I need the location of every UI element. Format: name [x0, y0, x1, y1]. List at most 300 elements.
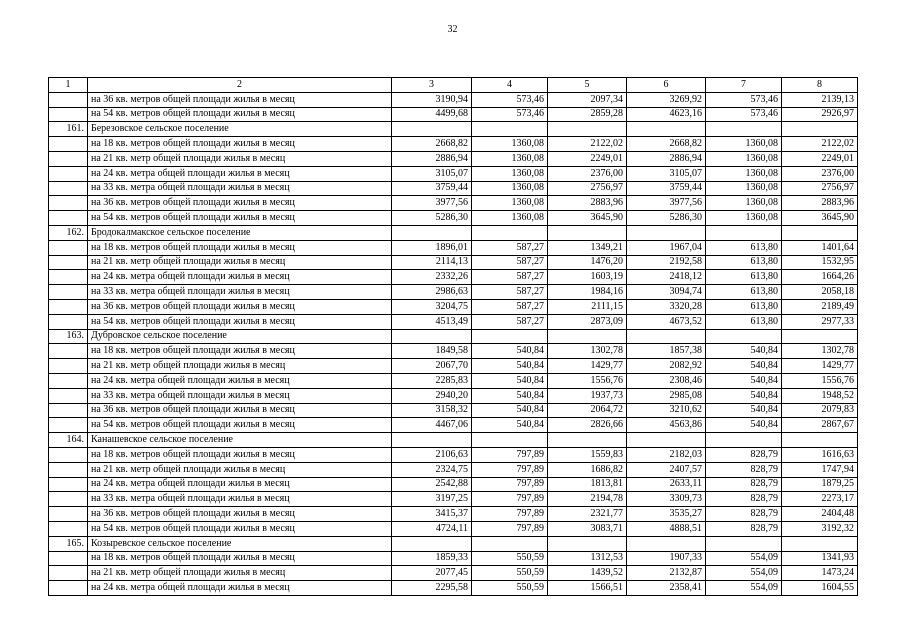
value-cell: 1556,76 [548, 373, 627, 388]
value-cell [706, 122, 782, 137]
value-cell [548, 536, 627, 551]
description-cell: на 24 кв. метра общей площади жилья в месяц [88, 477, 392, 492]
description-cell: на 33 кв. метра общей площади жилья в месяц [88, 388, 392, 403]
header-cell: 2 [88, 78, 392, 93]
value-cell: 2273,17 [782, 492, 858, 507]
header-cell: 7 [706, 78, 782, 93]
value-cell: 4563,86 [627, 418, 706, 433]
description-cell: на 21 кв. метр общей площади жилья в месяц [88, 255, 392, 270]
value-cell: 573,46 [706, 107, 782, 122]
value-cell [472, 536, 548, 551]
value-cell: 1948,52 [782, 388, 858, 403]
row-number-cell [49, 344, 88, 359]
value-cell [392, 433, 472, 448]
value-cell: 587,27 [472, 314, 548, 329]
value-cell: 5286,30 [392, 211, 472, 226]
value-cell [627, 329, 706, 344]
row-number-cell [49, 314, 88, 329]
value-cell: 540,84 [472, 403, 548, 418]
table-row [49, 388, 858, 403]
value-cell: 2883,96 [548, 196, 627, 211]
settlement-name-cell: Козыревское сельское поселение [88, 536, 392, 551]
row-number-cell [49, 388, 88, 403]
column-number-header-row [49, 78, 858, 93]
value-cell [782, 225, 858, 240]
description-cell: на 36 кв. метров общей площади жилья в месяц [88, 299, 392, 314]
value-cell: 797,89 [472, 477, 548, 492]
value-cell: 2122,02 [548, 137, 627, 152]
settlement-section-row [49, 225, 858, 240]
value-cell: 2376,00 [782, 166, 858, 181]
value-cell: 2886,94 [627, 151, 706, 166]
value-cell: 3645,90 [782, 211, 858, 226]
value-cell: 4499,68 [392, 107, 472, 122]
value-cell: 2940,20 [392, 388, 472, 403]
value-cell: 2285,83 [392, 373, 472, 388]
value-cell: 3977,56 [627, 196, 706, 211]
value-cell: 2756,97 [548, 181, 627, 196]
value-cell: 797,89 [472, 447, 548, 462]
value-cell: 3083,71 [548, 521, 627, 536]
value-cell: 1604,55 [782, 581, 858, 596]
description-cell: на 33 кв. метра общей площади жилья в месяц [88, 181, 392, 196]
value-cell [548, 122, 627, 137]
value-cell: 828,79 [706, 462, 782, 477]
value-cell: 828,79 [706, 492, 782, 507]
value-cell [548, 225, 627, 240]
value-cell: 5286,30 [627, 211, 706, 226]
description-cell: на 36 кв. метров общей площади жилья в месяц [88, 196, 392, 211]
value-cell: 540,84 [706, 403, 782, 418]
table-row [49, 196, 858, 211]
value-cell: 1747,94 [782, 462, 858, 477]
description-cell: на 21 кв. метр общей площади жилья в месяц [88, 151, 392, 166]
value-cell: 1360,08 [706, 196, 782, 211]
row-number-cell [49, 211, 88, 226]
value-cell [706, 225, 782, 240]
value-cell [627, 122, 706, 137]
value-cell: 1360,08 [706, 181, 782, 196]
table-row [49, 521, 858, 536]
value-cell [472, 122, 548, 137]
value-cell: 2986,63 [392, 285, 472, 300]
table-row [49, 151, 858, 166]
value-cell: 1439,52 [548, 566, 627, 581]
value-cell: 2139,13 [782, 92, 858, 107]
settlement-name-cell: Дубровское сельское поселение [88, 329, 392, 344]
value-cell: 3320,28 [627, 299, 706, 314]
value-cell [548, 433, 627, 448]
description-cell: на 18 кв. метров общей площади жилья в месяц [88, 137, 392, 152]
description-cell: на 54 кв. метров общей площади жилья в месяц [88, 107, 392, 122]
row-number-cell [49, 107, 88, 122]
value-cell: 1360,08 [706, 166, 782, 181]
value-cell: 2194,78 [548, 492, 627, 507]
value-cell [627, 433, 706, 448]
value-cell: 1532,95 [782, 255, 858, 270]
row-number-cell [49, 551, 88, 566]
value-cell: 1360,08 [472, 137, 548, 152]
value-cell: 587,27 [472, 299, 548, 314]
table-row [49, 477, 858, 492]
row-number-cell [49, 507, 88, 522]
value-cell [782, 536, 858, 551]
table-row [49, 551, 858, 566]
value-cell: 2122,02 [782, 137, 858, 152]
value-cell: 2106,63 [392, 447, 472, 462]
row-number-cell: 162. [49, 225, 88, 240]
value-cell: 2321,77 [548, 507, 627, 522]
value-cell: 1302,78 [782, 344, 858, 359]
table-row [49, 240, 858, 255]
value-cell: 1360,08 [706, 137, 782, 152]
value-cell: 1559,83 [548, 447, 627, 462]
row-number-cell: 165. [49, 536, 88, 551]
table-row [49, 255, 858, 270]
description-cell: на 54 кв. метров общей площади жилья в месяц [88, 521, 392, 536]
value-cell: 613,80 [706, 285, 782, 300]
value-cell: 2859,28 [548, 107, 627, 122]
value-cell [627, 225, 706, 240]
value-cell: 540,84 [472, 359, 548, 374]
header-cell: 6 [627, 78, 706, 93]
value-cell: 2308,46 [627, 373, 706, 388]
description-cell: на 24 кв. метра общей площади жилья в месяц [88, 373, 392, 388]
value-cell: 1616,63 [782, 447, 858, 462]
value-cell: 3190,94 [392, 92, 472, 107]
row-number-cell: 161. [49, 122, 88, 137]
header-cell: 1 [49, 78, 88, 93]
value-cell: 587,27 [472, 285, 548, 300]
value-cell: 1686,82 [548, 462, 627, 477]
value-cell: 587,27 [472, 270, 548, 285]
value-cell: 540,84 [706, 418, 782, 433]
description-cell: на 36 кв. метров общей площади жилья в месяц [88, 507, 392, 522]
value-cell: 554,09 [706, 566, 782, 581]
value-cell: 540,84 [706, 359, 782, 374]
value-cell [627, 536, 706, 551]
value-cell: 2404,48 [782, 507, 858, 522]
value-cell [472, 433, 548, 448]
value-cell: 573,46 [706, 92, 782, 107]
value-cell [472, 225, 548, 240]
value-cell: 1849,58 [392, 344, 472, 359]
value-cell [706, 433, 782, 448]
value-cell: 2826,66 [548, 418, 627, 433]
value-cell: 1603,19 [548, 270, 627, 285]
value-cell [706, 536, 782, 551]
value-cell: 2079,83 [782, 403, 858, 418]
value-cell: 613,80 [706, 270, 782, 285]
row-number-cell: 163. [49, 329, 88, 344]
row-number-cell: 164. [49, 433, 88, 448]
value-cell: 2542,88 [392, 477, 472, 492]
value-cell: 4673,52 [627, 314, 706, 329]
value-cell: 3759,44 [627, 181, 706, 196]
value-cell: 1360,08 [472, 211, 548, 226]
value-cell: 3269,92 [627, 92, 706, 107]
value-cell: 1907,33 [627, 551, 706, 566]
value-cell: 613,80 [706, 314, 782, 329]
value-cell [392, 122, 472, 137]
value-cell: 1429,77 [782, 359, 858, 374]
value-cell: 3204,75 [392, 299, 472, 314]
value-cell: 613,80 [706, 255, 782, 270]
row-number-cell [49, 373, 88, 388]
value-cell: 2358,41 [627, 581, 706, 596]
value-cell [392, 225, 472, 240]
value-cell: 797,89 [472, 492, 548, 507]
value-cell: 3105,07 [392, 166, 472, 181]
table-row [49, 566, 858, 581]
value-cell: 828,79 [706, 447, 782, 462]
value-cell: 550,59 [472, 581, 548, 596]
settlement-name-cell: Бродокалмакское сельское поселение [88, 225, 392, 240]
value-cell: 540,84 [706, 373, 782, 388]
value-cell: 3535,27 [627, 507, 706, 522]
row-number-cell [49, 240, 88, 255]
table-row [49, 181, 858, 196]
value-cell: 2418,12 [627, 270, 706, 285]
description-cell: на 36 кв. метров общей площади жилья в месяц [88, 403, 392, 418]
table-row [49, 373, 858, 388]
value-cell: 1401,64 [782, 240, 858, 255]
description-cell: на 33 кв. метра общей площади жилья в месяц [88, 492, 392, 507]
value-cell: 1967,04 [627, 240, 706, 255]
value-cell: 2867,67 [782, 418, 858, 433]
value-cell: 4623,16 [627, 107, 706, 122]
table-row [49, 403, 858, 418]
value-cell [782, 329, 858, 344]
row-number-cell [49, 166, 88, 181]
tariff-table [48, 77, 858, 596]
value-cell: 3415,37 [392, 507, 472, 522]
value-cell: 2668,82 [627, 137, 706, 152]
value-cell [392, 329, 472, 344]
value-cell: 2249,01 [782, 151, 858, 166]
value-cell: 4513,49 [392, 314, 472, 329]
description-cell: на 18 кв. метров общей площади жилья в месяц [88, 344, 392, 359]
value-cell: 540,84 [706, 388, 782, 403]
value-cell: 828,79 [706, 477, 782, 492]
settlement-section-row [49, 536, 858, 551]
table-row [49, 270, 858, 285]
value-cell: 3158,32 [392, 403, 472, 418]
row-number-cell [49, 521, 88, 536]
description-cell: на 33 кв. метра общей площади жилья в месяц [88, 285, 392, 300]
value-cell: 1360,08 [472, 181, 548, 196]
value-cell: 540,84 [472, 418, 548, 433]
value-cell: 1859,33 [392, 551, 472, 566]
value-cell: 3309,73 [627, 492, 706, 507]
description-cell: на 18 кв. метров общей площади жилья в месяц [88, 551, 392, 566]
value-cell: 1302,78 [548, 344, 627, 359]
value-cell: 2058,18 [782, 285, 858, 300]
value-cell: 613,80 [706, 240, 782, 255]
value-cell: 2064,72 [548, 403, 627, 418]
description-cell: на 24 кв. метра общей площади жилья в месяц [88, 166, 392, 181]
value-cell: 587,27 [472, 255, 548, 270]
value-cell [706, 329, 782, 344]
value-cell: 1360,08 [706, 151, 782, 166]
value-cell [782, 122, 858, 137]
value-cell: 2192,58 [627, 255, 706, 270]
table-row [49, 166, 858, 181]
value-cell: 3105,07 [627, 166, 706, 181]
description-cell: на 54 кв. метров общей площади жилья в месяц [88, 418, 392, 433]
value-cell: 4724,11 [392, 521, 472, 536]
row-number-cell [49, 492, 88, 507]
row-number-cell [49, 181, 88, 196]
value-cell: 2977,33 [782, 314, 858, 329]
table-row [49, 314, 858, 329]
value-cell [782, 433, 858, 448]
value-cell [392, 536, 472, 551]
row-number-cell [49, 92, 88, 107]
value-cell: 1857,38 [627, 344, 706, 359]
header-cell: 4 [472, 78, 548, 93]
value-cell: 1349,21 [548, 240, 627, 255]
row-number-cell [49, 581, 88, 596]
table-row [49, 344, 858, 359]
table-row [49, 462, 858, 477]
row-number-cell [49, 403, 88, 418]
value-cell: 2886,94 [392, 151, 472, 166]
value-cell: 2097,34 [548, 92, 627, 107]
description-cell: на 18 кв. метров общей площади жилья в месяц [88, 240, 392, 255]
value-cell: 3210,62 [627, 403, 706, 418]
value-cell [548, 329, 627, 344]
value-cell: 2111,15 [548, 299, 627, 314]
value-cell: 540,84 [706, 344, 782, 359]
value-cell: 3645,90 [548, 211, 627, 226]
description-cell: на 21 кв. метр общей площади жилья в месяц [88, 462, 392, 477]
value-cell: 2189,49 [782, 299, 858, 314]
value-cell: 2295,58 [392, 581, 472, 596]
value-cell: 2668,82 [392, 137, 472, 152]
table-row [49, 581, 858, 596]
value-cell: 2756,97 [782, 181, 858, 196]
table-row [49, 492, 858, 507]
value-cell: 1341,93 [782, 551, 858, 566]
value-cell: 1937,73 [548, 388, 627, 403]
value-cell: 1429,77 [548, 359, 627, 374]
value-cell: 797,89 [472, 521, 548, 536]
value-cell: 1473,24 [782, 566, 858, 581]
value-cell: 540,84 [472, 344, 548, 359]
value-cell: 2883,96 [782, 196, 858, 211]
value-cell: 2132,87 [627, 566, 706, 581]
value-cell: 4888,51 [627, 521, 706, 536]
value-cell: 3197,25 [392, 492, 472, 507]
value-cell: 1360,08 [706, 211, 782, 226]
value-cell: 540,84 [472, 388, 548, 403]
table-row [49, 418, 858, 433]
value-cell: 1984,16 [548, 285, 627, 300]
value-cell [472, 329, 548, 344]
value-cell: 587,27 [472, 240, 548, 255]
row-number-cell [49, 462, 88, 477]
description-cell: на 21 кв. метр общей площади жилья в месяц [88, 566, 392, 581]
value-cell: 2114,13 [392, 255, 472, 270]
row-number-cell [49, 359, 88, 374]
value-cell: 1896,01 [392, 240, 472, 255]
value-cell: 573,46 [472, 92, 548, 107]
row-number-cell [49, 285, 88, 300]
description-cell: на 24 кв. метра общей площади жилья в месяц [88, 270, 392, 285]
value-cell: 550,59 [472, 566, 548, 581]
settlement-name-cell: Канашевское сельское поселение [88, 433, 392, 448]
value-cell: 2324,75 [392, 462, 472, 477]
value-cell: 1566,51 [548, 581, 627, 596]
value-cell: 540,84 [472, 373, 548, 388]
value-cell: 3977,56 [392, 196, 472, 211]
value-cell: 1556,76 [782, 373, 858, 388]
settlement-section-row [49, 329, 858, 344]
value-cell: 1879,25 [782, 477, 858, 492]
value-cell: 554,09 [706, 551, 782, 566]
row-number-cell [49, 299, 88, 314]
value-cell: 1360,08 [472, 166, 548, 181]
value-cell: 1476,20 [548, 255, 627, 270]
value-cell: 3759,44 [392, 181, 472, 196]
row-number-cell [49, 270, 88, 285]
value-cell: 2249,01 [548, 151, 627, 166]
table-row [49, 107, 858, 122]
value-cell: 1813,81 [548, 477, 627, 492]
value-cell: 1312,53 [548, 551, 627, 566]
value-cell: 3192,32 [782, 521, 858, 536]
value-cell: 2926,97 [782, 107, 858, 122]
value-cell: 3094,74 [627, 285, 706, 300]
header-cell: 8 [782, 78, 858, 93]
row-number-cell [49, 137, 88, 152]
value-cell: 2873,09 [548, 314, 627, 329]
settlement-section-row [49, 433, 858, 448]
table-row [49, 92, 858, 107]
value-cell: 797,89 [472, 462, 548, 477]
value-cell: 2985,08 [627, 388, 706, 403]
value-cell: 550,59 [472, 551, 548, 566]
row-number-cell [49, 477, 88, 492]
value-cell: 1360,08 [472, 151, 548, 166]
row-number-cell [49, 196, 88, 211]
value-cell: 797,89 [472, 507, 548, 522]
value-cell: 573,46 [472, 107, 548, 122]
value-cell: 1664,26 [782, 270, 858, 285]
page-number: 32 [447, 24, 458, 35]
settlement-name-cell: Березовское сельское поселение [88, 122, 392, 137]
description-cell: на 21 кв. метр общей площади жилья в месяц [88, 359, 392, 374]
value-cell: 2067,70 [392, 359, 472, 374]
table-row [49, 507, 858, 522]
value-cell: 2332,26 [392, 270, 472, 285]
value-cell: 2376,00 [548, 166, 627, 181]
row-number-cell [49, 447, 88, 462]
row-number-cell [49, 255, 88, 270]
table-row [49, 211, 858, 226]
row-number-cell [49, 151, 88, 166]
value-cell: 828,79 [706, 521, 782, 536]
table-row [49, 447, 858, 462]
header-cell: 5 [548, 78, 627, 93]
value-cell: 828,79 [706, 507, 782, 522]
description-cell: на 54 кв. метров общей площади жилья в месяц [88, 314, 392, 329]
table-row [49, 137, 858, 152]
value-cell: 2077,45 [392, 566, 472, 581]
value-cell: 1360,08 [472, 196, 548, 211]
value-cell: 613,80 [706, 299, 782, 314]
